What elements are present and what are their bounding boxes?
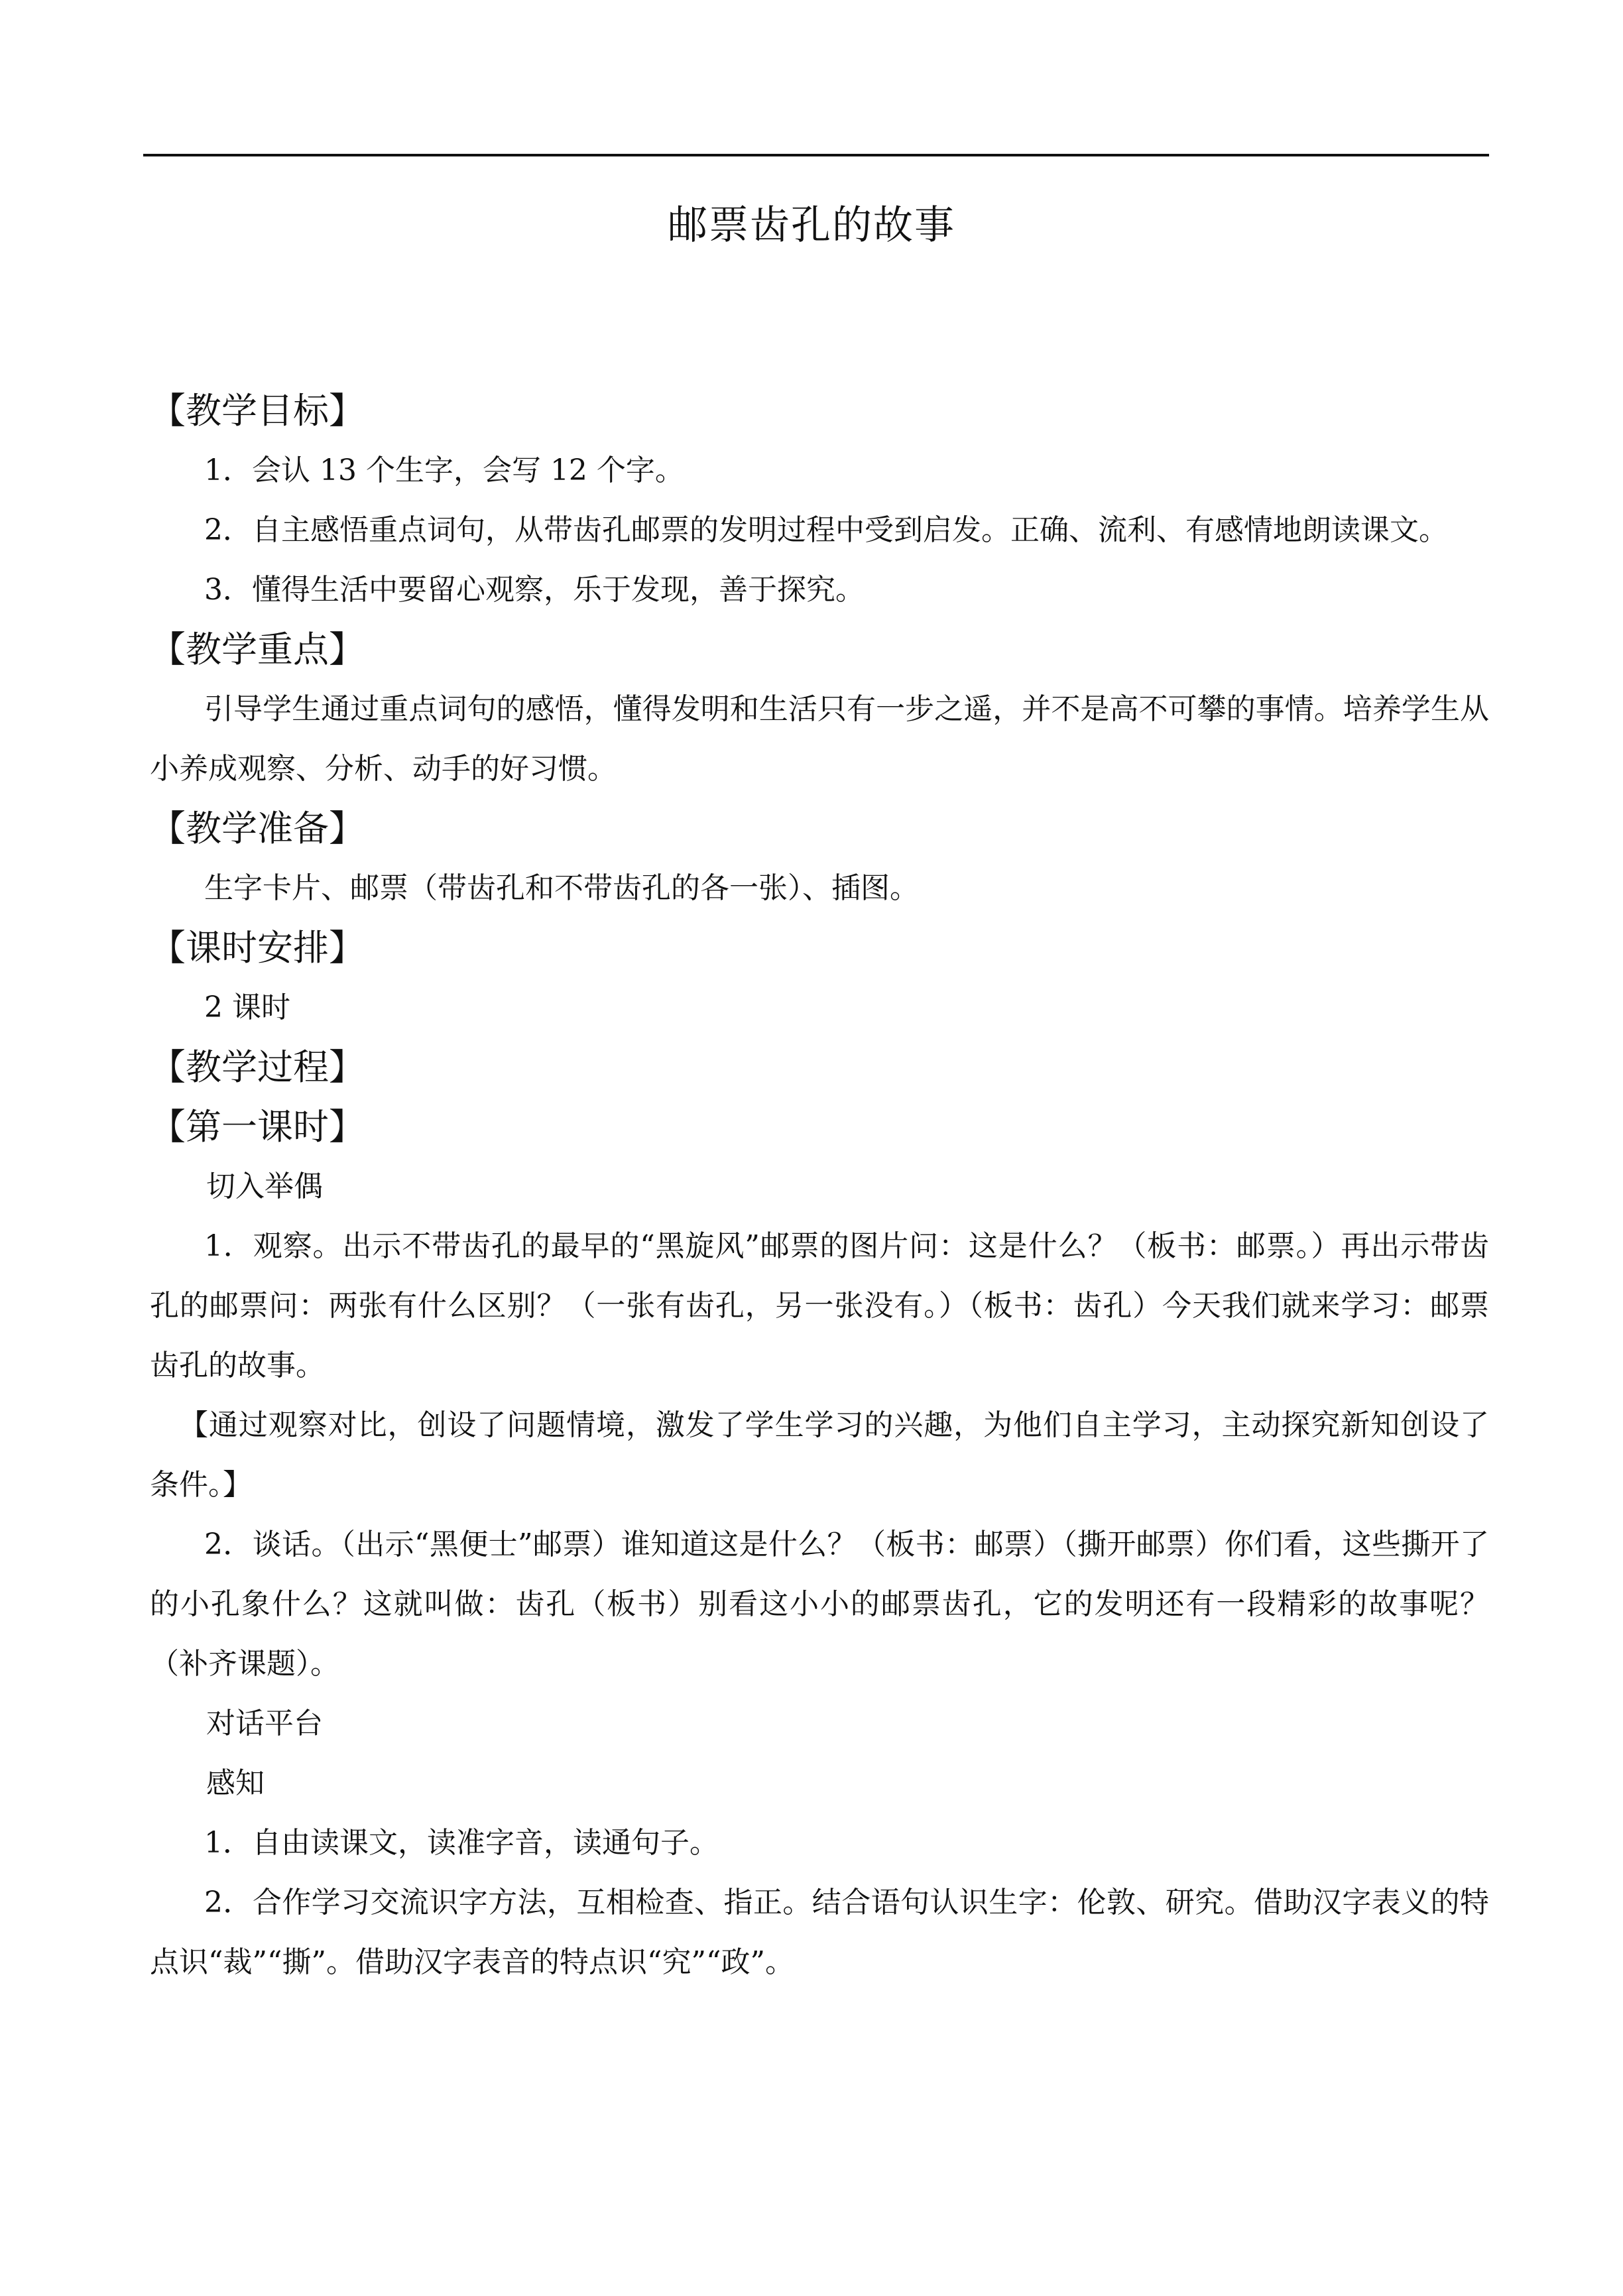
- process-item-observe: 1．观察。出示不带齿孔的最早的“黑旋风”邮票的图片问：这是什么？（板书：邮票。）再出示带齿孔的邮票问：两张有什么区别？（一张有齿孔，另一张没有。）（板书：齿孔）今天我们就来学习：邮票齿孔的故事。: [150, 1229, 1489, 1382]
- perception-item-2: 2．合作学习交流识字方法，互相检查、指正。结合语句认识生字：伦敦、研究。借助汉字表义的特点识“裁”“撕”。借助汉字表音的特点识“究”“政”。: [150, 1886, 1489, 1979]
- goal-item-2: 2．自主感悟重点词句，从带齿孔邮票的发明过程中受到启发。正确、流利、有感情地朗读课文。: [204, 513, 1448, 547]
- subsection-label-perception: 感知: [206, 1766, 265, 1800]
- page-title: 邮票齿孔的故事: [668, 202, 955, 249]
- preparation-paragraph: 生字卡片、邮票（带齿孔和不带齿孔的各一张）、插图。: [204, 871, 919, 905]
- heading-teaching-preparation: 【教学准备】: [150, 808, 365, 849]
- header-rule: [143, 154, 1489, 156]
- subsection-label-dialogue: 对话平台: [206, 1707, 323, 1740]
- perception-item-1: 1．自由读课文，读准字音，读通句子。: [204, 1826, 719, 1860]
- heading-first-lesson: 【第一课时】: [150, 1106, 365, 1148]
- subsection-label-intro: 切入举偶: [206, 1170, 323, 1203]
- heading-teaching-focus: 【教学重点】: [150, 629, 365, 670]
- process-item-talk: 2．谈话。（出示“黑便士”邮票）谁知道这是什么？（板书：邮票）（撕开邮票）你们看，这些撕开了的小孔象什么？这就叫做：齿孔（板书）别看这小小的邮票齿孔，它的发明还有一段精彩的故事呢？（补齐课题）。: [150, 1528, 1489, 1681]
- schedule-paragraph: 2 课时: [204, 991, 290, 1024]
- process-commentary: 【通过观察对比，创设了问题情境，激发了学生学习的兴趣，为他们自主学习，主动探究新知创设了条件。】: [150, 1408, 1489, 1502]
- goal-item-3: 3．懂得生活中要留心观察，乐于发现，善于探究。: [204, 573, 865, 607]
- heading-teaching-goals: 【教学目标】: [150, 390, 365, 432]
- heading-teaching-process: 【教学过程】: [150, 1046, 365, 1088]
- document-body: [150, 381, 1489, 1992]
- heading-lesson-schedule: 【课时安排】: [150, 927, 365, 969]
- goal-item-1: 1．会认 13 个生字，会写 12 个字。: [204, 453, 684, 487]
- focus-paragraph: 引导学生通过重点词句的感悟，懂得发明和生活只有一步之遥，并不是高不可攀的事情。培养学生从小养成观察、分析、动手的好习惯。: [150, 692, 1489, 786]
